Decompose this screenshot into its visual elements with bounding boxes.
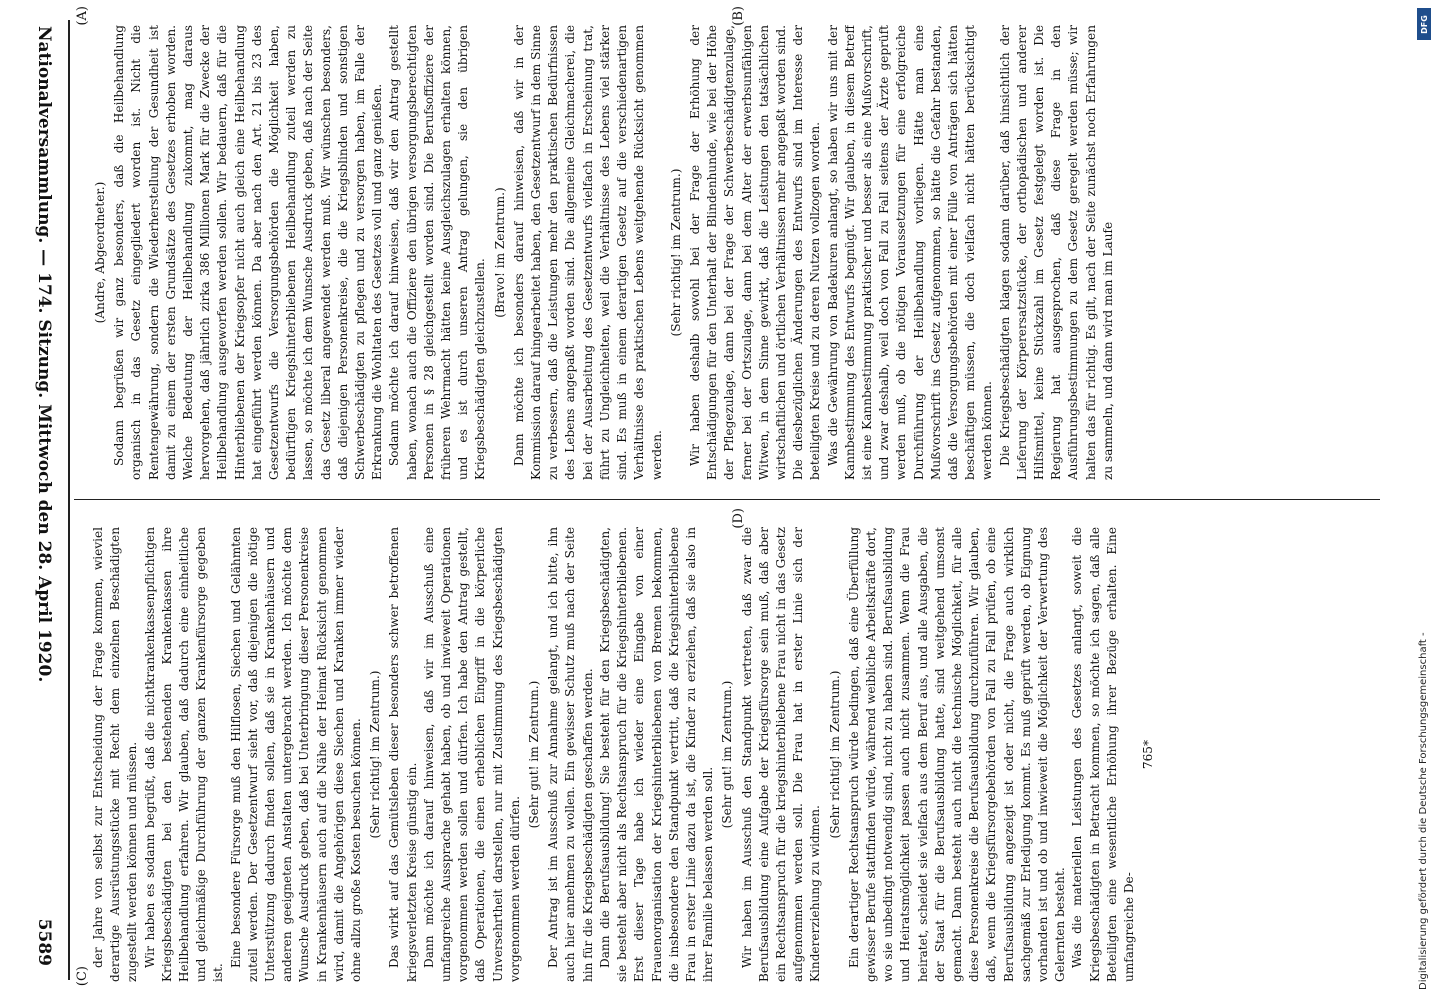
left-column	[90, 25, 1390, 480]
dfg-logo-text: DFG	[1419, 14, 1429, 34]
paragraph: Der Antrag ist im Ausschuß zur Annahme gelangt, und ich bitte, ihn auch hier annehmen zu wollen. Ein gewisser Schutz muß nach der Seite hin für die Kriegsbeschädigten geschaffen werden.	[546, 527, 595, 982]
paragraph: Eine besondere Fürsorge muß den Hilflosen, Siechen und Gelähmten zuteil werden. Der Gesetzentwurf sieht vor, daß diejenigen die nötige Unterstützung dadurch finden sollen, daß sie in Krankenhäusern und anderen geeigneten Anstalten untergebracht werden. Ich möchte dem Wunsche Ausdruck geben, daß bei Unterbringung dieser Personenkreise in Krankenhäusern auch auf die Nähe der Heimat Rücksicht genommen wird, damit die Angehörigen diese Siechen und Kranken immer wieder ohne allzu große Kosten besuchen können.	[228, 527, 364, 982]
paragraph: Sodann begrüßen wir ganz besonders, daß die Heilbehandlung organisch in das Gesetz eingegliedert worden ist. Nicht die Rentengewährung, sondern die Wiederherstellung der Gesundheit ist damit zu einem der ersten Grundsätze des Gesetzes erhoben worden. Welche Bedeutung der Heilbehandlung zukommt, mag daraus hervorgehen, daß jährlich zirka 386 Millionen Mark für die Zwecke der Heilbehandlung ausgeworfen werden sollen. Wir bedauern, daß für die Hinterbliebenen der Kriegsopfer nicht auch gleich eine Heilbehandlung hat eingeführt werden können. Da aber nach den Art. 21 bis 23 des Gesetzentwurfs die Versorgungsbehörden die Möglichkeit haben, bedürftigen Kriegshinterbliebenen Heilbehandlung zuteil werden zu lassen, so möchte ich dem Wunsche Ausdruck geben, daß nach der Seite das Gesetz liberal angewendet werden muß. Wir wünschen besonders, daß diejenigen Personenkreise, die die Kriegsblinden und sonstigen Schwerbeschädigten zu pflegen und zu versorgen haben, im Falle der Erkrankung die Wohltaten des Gesetzes voll und ganz genießen.	[112, 25, 385, 480]
header-title: Nationalversammlung. — 174. Sitzung. Mittwoch den 28. April 1920.	[34, 26, 54, 683]
reaction: (Bravo! im Zentrum.)	[492, 187, 507, 318]
signature-mark: 765*	[1141, 739, 1156, 770]
page-header	[24, 26, 64, 966]
marker-d: (D)	[731, 508, 746, 529]
digitization-credit: Digitalisierung gefördert durch die Deutsche Forschungsgemeinschaft -	[1418, 632, 1429, 990]
column-divider	[74, 499, 1380, 500]
paragraph: Was die materiellen Leistungen des Gesetzes anlangt, soweit die Kriegsbeschädigten in Betracht kommen, so möchte ich sagen, daß alle Beteiligten eine wesentliche Erhöhung ihrer Bezüge erhalten. Eine umfangreiche De-	[1070, 527, 1136, 982]
paragraph: Wir haben deshalb sowohl bei der Frage der Erhöhung der Entschädigungen für den Unterhalt der Blindenhunde, wie bei der Höhe der Pflegezulage, dann bei der Frage der Schwerbeschädigtenzulage, ferner bei der Ortszulage, dann bei dem Alter der erwerbsunfähigen Witwen, in dem Sinne gewirkt, daß die Leistungen den tatsächlichen wirtschaftlichen und örtlichen Verhältnissen mehr angepaßt worden sind. Die diesbezüglichen Änderungen des Entwurfs sind im Interesse der beteiligten Kreise und zu deren Nutzen vollzogen worden.	[687, 25, 823, 480]
dfg-logo	[1417, 8, 1431, 40]
paragraph: Das wirkt auf das Gemütsleben dieser besonders schwer betroffenen kriegsverletzten Kreise günstig ein.	[387, 527, 419, 982]
paragraph: Sodann möchte ich darauf hinweisen, daß wir den Antrag gestellt haben, wonach auch die Offiziere den übrigen versorgungsberechtigten Personen in § 28 gleichgestellt worden sind. Die Berufsoffiziere der früheren Wehrmacht hätten keine Ausgleichszulagen erhalten können, und es ist durch unseren Antrag gelungen, sie den übrigen Kriegsbeschädigten gleichzustellen.	[387, 25, 488, 480]
reaction: (Sehr richtig! im Zentrum.)	[827, 670, 842, 839]
paragraph: Dann möchte ich darauf hinweisen, daß wir im Ausschuß eine umfangreiche Aussprache gehabt haben, ob und inwieweit Operationen vorgenommen werden sollen und dürfen. Ich habe den Antrag gestellt, daß Operationen, die einen erheblichen Eingriff in die körperliche Unversehrtheit darstellen, nur mit Zustimmung des Kriegsbeschädigten vorgenommen werden dürfen.	[421, 527, 522, 982]
page-number: 5589	[34, 918, 54, 966]
paragraph: Ein derartiger Rechtsanspruch würde bedingen, daß eine Überfüllung gewisser Berufe stattfinden würde, während weibliche Arbeitskräfte dort, wo sie unbedingt notwendig sind, nicht zu haben sind. Berufsausbildung und Heiratsmöglichkeit passen auch nicht zusammen. Wenn die Frau heiratet, scheidet sie vielfach aus dem Beruf aus, und alle Ausgaben, die der Staat für die Berufsausbildung hatte, sind weitgehend umsonst gemacht. Dann besteht auch nicht die technische Möglichkeit, für alle diese Personenkreise die Berufsausbildung durchzuführen. Wir glauben, daß, wenn die Kriegsfürsorgebehörden von Fall zu Fall prüfen, ob eine Berufsausbildung angezeigt ist oder nicht, die Frage auch wirklich sachgemäß zur Erledigung kommt. Es muß geprüft werden, ob Eignung vorhanden ist und ob und inwieweit die Möglichkeit der Verwertung des Gelernten besteht.	[846, 527, 1068, 982]
marker-b: (B)	[731, 6, 746, 26]
reaction: (Sehr gut! im Zentrum.)	[527, 680, 542, 829]
header-rule	[68, 20, 70, 980]
right-column	[90, 527, 1390, 982]
paragraph: Dann die Berufsausbildung! Sie besteht für den Kriegsbeschädigten, sie besteht aber nicht als Rechtsanspruch für die Kriegshinterbliebenen. Erst dieser Tage habe ich wieder eine Eingabe von einer Frauenorganisation der Kriegshinterbliebenen von Bremen bekommen, die insbesondere den Standpunkt vertritt, daß die Kriegshinterbliebene Frau in erster Linie dazu da ist, die Kinder zu erziehen, daß sie also in ihrer Familie belassen werden soll.	[597, 527, 716, 982]
paragraph: Was die Gewährung von Badekuren anlangt, so haben wir uns mit der Kannbestimmung des Entwurfs begnügt. Wir glauben, in diesem Betreff ist eine Kannbestimmung praktischer und besser als eine Mußvorschrift, und zwar deshalb, weil doch von Fall zu Fall seitens der Ärzte geprüft werden muß, ob die nötigen Voraussetzungen für eine erfolgreiche Durchführung der Heilbehandlung vorliegen. Hätte man eine Mußvorschrift ins Gesetz aufgenommen, so hätte die Gefahr bestanden, daß die Versorgungsbehörden mit einer Fülle von Anträgen sich hätten beschäftigen müssen, die doch vielfach nicht hätten berücksichtigt werden können.	[825, 25, 995, 480]
speaker-label: (Andre, Abgeordneter.)	[93, 181, 107, 324]
paragraph: Die Kriegsbeschädigten klagen sodann darüber, daß hinsichtlich der Lieferung der Körperersatzstücke, der orthopädischen und anderer Hilfsmittel, keine Stückzahl im Gesetz festgelegt worden ist. Die Regierung hat ausgesprochen, daß diese Frage in den Ausführungsbestimmungen zu dem Gesetz geregelt werden müsse; wir halten das für richtig. Es gilt, nach der Seite zunächst noch Erfahrungen zu sammeln, und dann wird man im Laufe	[997, 25, 1115, 480]
marker-c: (C)	[75, 966, 90, 987]
reaction: (Sehr gut! im Zentrum.)	[720, 680, 735, 829]
rotated-page	[2, 0, 1410, 1000]
paragraph: Dann möchte ich besonders darauf hinweisen, daß wir in der Kommission darauf hingearbeitet haben, den Gesetzentwurf in dem Sinne zu verbessern, daß die Leistungen mehr den praktischen Bedürfnissen des Lebens angepaßt worden sind. Die allgemeine Gleichmacherei, die bei der Ausarbeitung des Gesetzentwurfs vielfach in Erscheinung trat, führt zu Ungleichheiten, weil die Verhältnisse des Lebens viel stärker sind. Es muß in einem derartigen Gesetz auf die verschiedenartigen Verhältnisse des praktischen Lebens weitgehende Rücksicht genommen werden.	[511, 25, 664, 480]
paragraph: der Jahre von selbst zur Entscheidung der Frage kommen, wieviel derartige Ausrüstungsstücke mit Recht dem einzelnen Beschädigten zugestellt werden können und müssen.	[91, 527, 140, 982]
paragraph: Wir haben es sodann begrüßt, daß die nichtkrankenkassenpflichtigen Kriegsbeschädigten bei den bestehenden Krankenkassen ihre Heilbehandlung erfahren. Wir glauben, daß dadurch eine einheitliche und gleichmäßige Durchführung der ganzen Krankenfürsorge gegeben ist.	[142, 527, 226, 982]
marker-a: (A)	[75, 6, 90, 26]
reaction: (Sehr richtig! im Zentrum.)	[368, 670, 383, 839]
reaction: (Sehr richtig! im Zentrum.)	[668, 168, 683, 337]
paragraph: Wir haben im Ausschuß den Standpunkt vertreten, daß zwar die Berufsausbildung eine Aufgabe der Kriegsfürsorge sein muß, daß aber ein Rechtsanspruch für die kriegshinterbliebene Frau nicht in das Gesetz aufgenommen werden soll. Die Frau hat in erster Linie sich der Kindererziehung zu widmen.	[739, 527, 823, 982]
